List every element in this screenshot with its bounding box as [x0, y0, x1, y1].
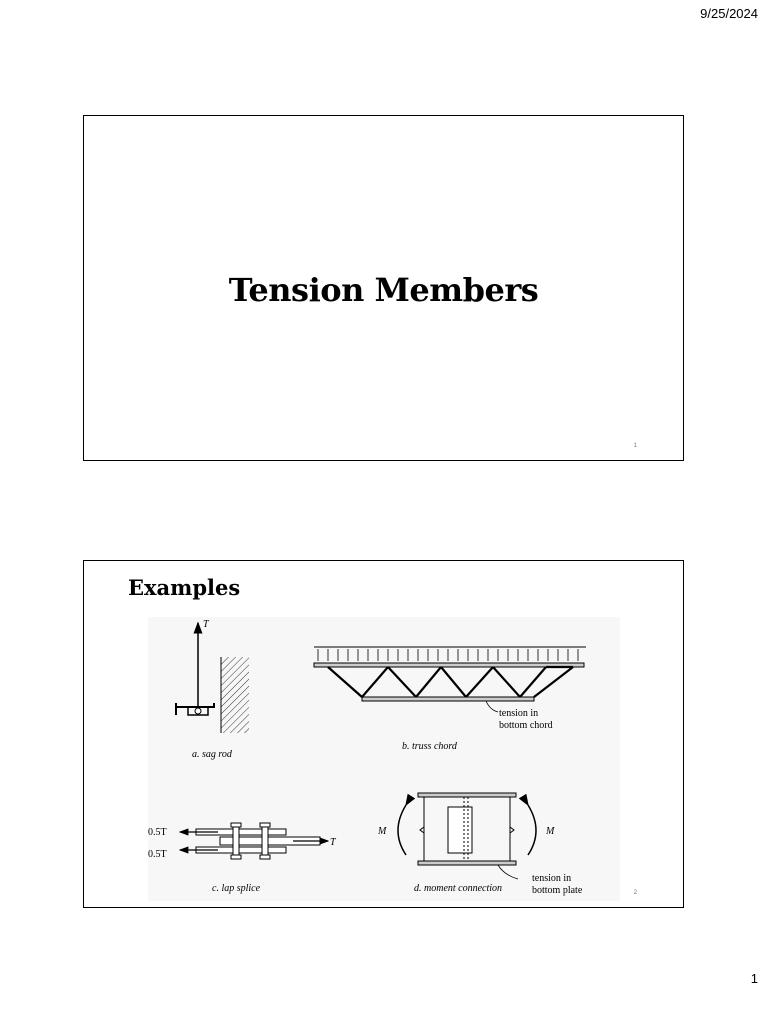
caption-sag-rod: a. sag rod [192, 749, 232, 760]
label-half-T-2: 0.5T [148, 849, 167, 860]
examples-diagram [148, 617, 620, 901]
caption-truss-chord: b. truss chord [402, 741, 457, 752]
label-half-T-1: 0.5T [148, 827, 167, 838]
slide-number: 2 [633, 890, 637, 896]
slide-1 [83, 115, 684, 461]
slide-title: Tension Members [228, 271, 539, 309]
slide-number: 1 [633, 443, 637, 449]
page-number: 1 [750, 971, 758, 986]
moment-connection-diagram [377, 793, 583, 896]
sag-rod-diagram [176, 619, 249, 760]
label-T-top: T [203, 619, 209, 630]
label-M-left: M [378, 826, 387, 837]
caption-lap-splice: c. lap splice [212, 883, 261, 894]
tension-examples-figure [148, 617, 620, 901]
truss-chord-diagram [314, 647, 586, 752]
label-tension-chord-1: tension in [499, 708, 539, 719]
label-T-right: T [330, 837, 336, 848]
print-date: 9/25/2024 [700, 6, 758, 21]
lap-splice-diagram [148, 823, 337, 894]
caption-moment-connection: d. moment connection [414, 883, 503, 894]
label-tension-chord-2: bottom chord [499, 720, 553, 731]
slide-2 [83, 560, 684, 908]
label-tension-plate-2: bottom plate [532, 885, 583, 896]
slide-heading: Examples [128, 575, 241, 600]
label-M-right: M [546, 826, 555, 837]
label-tension-plate-1: tension in [532, 873, 572, 884]
